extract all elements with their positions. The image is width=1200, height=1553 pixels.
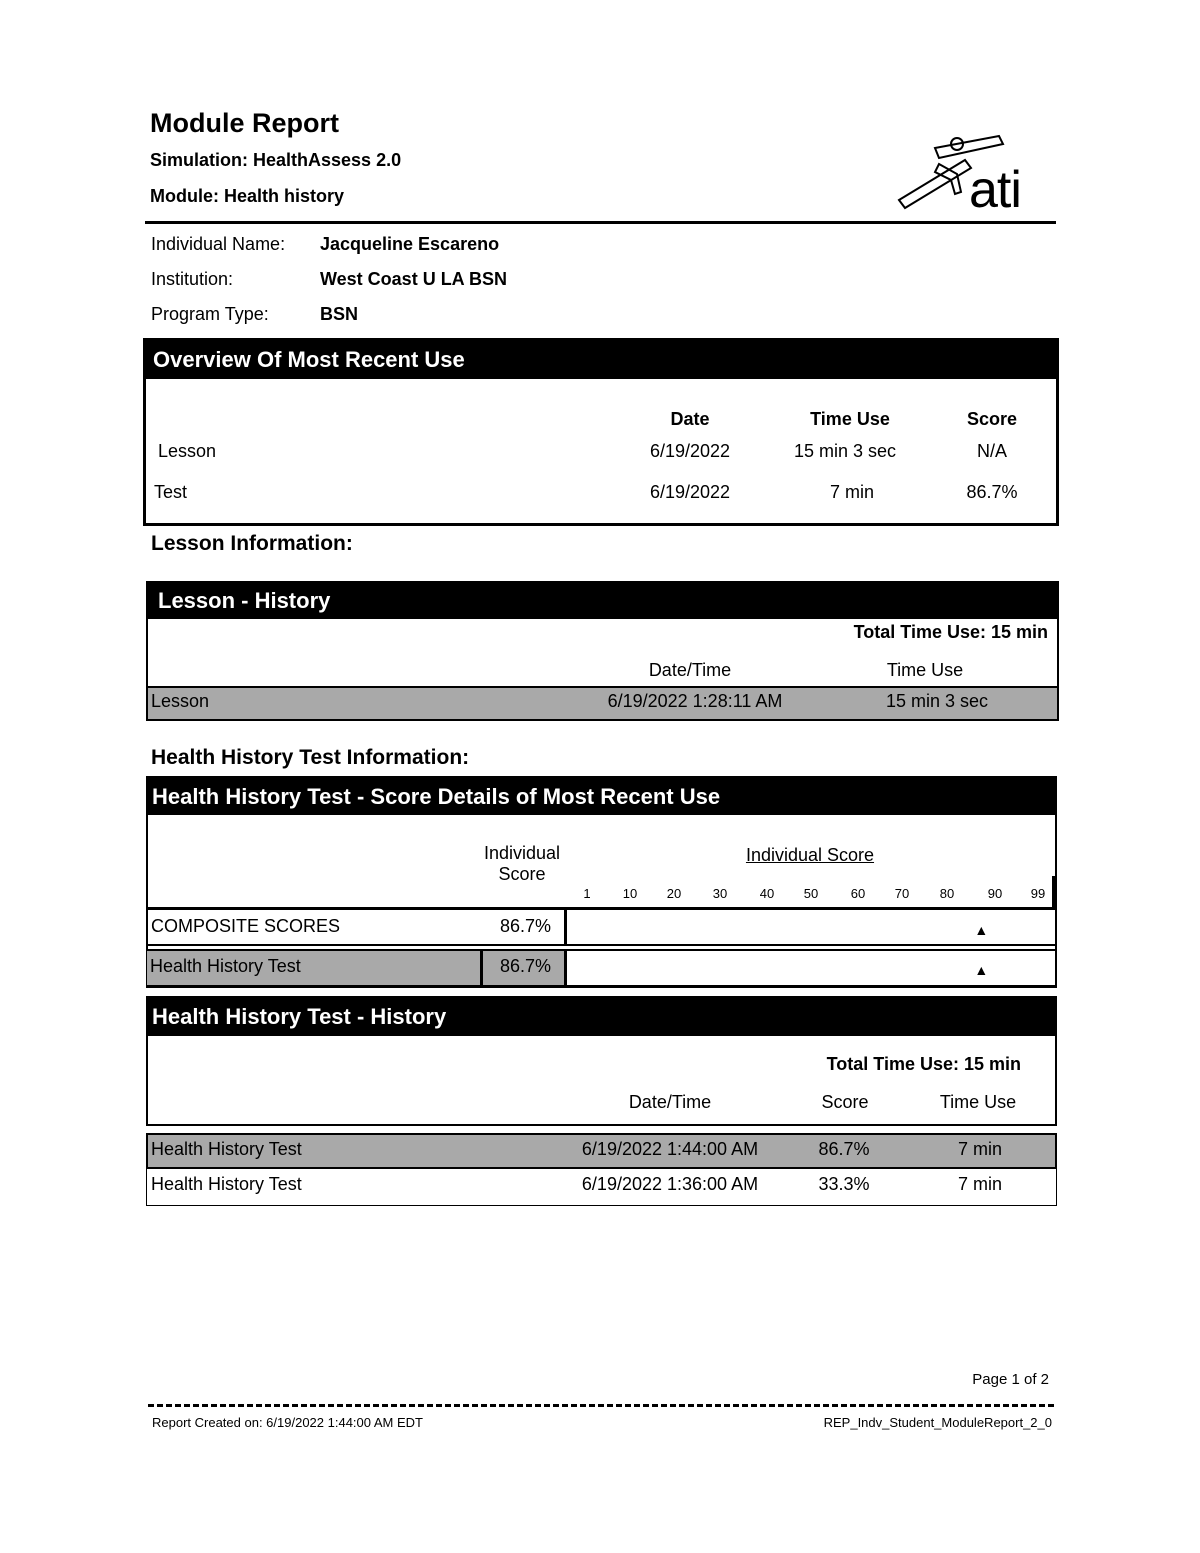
history-row-time: 7 min xyxy=(957,1174,1002,1194)
scale-tick: 90 xyxy=(987,886,1003,901)
lesson-row-name: Lesson xyxy=(151,691,210,711)
report-created: Report Created on: 6/19/2022 1:44:00 AM EDT xyxy=(152,1415,424,1430)
lesson-col-datetime: Date/Time xyxy=(648,660,732,680)
individual-score-col-line1: Individual xyxy=(483,843,561,863)
score-row-value: 86.7% xyxy=(499,956,551,976)
lesson-row-time: 15 min 3 sec xyxy=(885,691,989,711)
overview-row-name: Lesson xyxy=(158,441,217,461)
scale-tick: 70 xyxy=(894,886,910,901)
lesson-history-title: Lesson - History xyxy=(148,583,1057,619)
overview-col-score: Score xyxy=(966,409,1018,429)
history-row-name: Health History Test xyxy=(151,1139,302,1159)
divider xyxy=(564,909,567,946)
page-number: Page 1 of 2 xyxy=(972,1371,1049,1388)
name-label: Individual Name: xyxy=(151,234,286,254)
scale-tick: 20 xyxy=(666,886,682,901)
module-label: Module: Health history xyxy=(150,186,345,206)
divider xyxy=(146,944,1057,946)
score-marker-icon: ▲ xyxy=(974,922,989,938)
page-title: Module Report xyxy=(150,108,339,138)
lesson-total-time: Total Time Use: 15 min xyxy=(853,622,1048,642)
overview-row-time: 15 min 3 sec xyxy=(793,441,897,461)
overview-row-date: 6/19/2022 xyxy=(649,482,731,502)
scale-tick: 1 xyxy=(583,886,591,901)
history-row-time: 7 min xyxy=(957,1139,1002,1159)
footer-divider xyxy=(148,1404,1054,1407)
history-row-score: 86.7% xyxy=(818,1139,870,1159)
divider xyxy=(146,985,1057,988)
lesson-col-timeuse: Time Use xyxy=(886,660,964,680)
scale-tick: 60 xyxy=(850,886,866,901)
scale-tick: 50 xyxy=(803,886,819,901)
score-row-value: 86.7% xyxy=(499,916,551,936)
simulation-label: Simulation: HealthAssess 2.0 xyxy=(150,150,402,170)
divider xyxy=(146,907,1057,910)
test-info-heading: Health History Test Information: xyxy=(151,746,470,769)
header-divider xyxy=(145,221,1056,224)
report-id: REP_Indv_Student_ModuleReport_2_0 xyxy=(823,1415,1052,1430)
program-value: BSN xyxy=(320,304,359,324)
overview-row-score: N/A xyxy=(976,441,1007,461)
ati-logo xyxy=(895,130,1045,220)
institution-label: Institution: xyxy=(151,269,234,289)
lesson-info-heading: Lesson Information: xyxy=(151,532,353,555)
overview-row-date: 6/19/2022 xyxy=(649,441,731,461)
scale-tick: 10 xyxy=(622,886,638,901)
divider xyxy=(564,951,567,986)
scale-tick: 30 xyxy=(712,886,728,901)
scale-tick: 40 xyxy=(759,886,775,901)
scale-tick: 99 xyxy=(1030,886,1046,901)
history-row-name: Health History Test xyxy=(151,1174,302,1194)
test-col-timeuse: Time Use xyxy=(939,1092,1017,1112)
lesson-row-datetime: 6/19/2022 1:28:11 AM xyxy=(607,691,783,711)
scale-end-marker xyxy=(1052,876,1055,908)
test-history-title: Health History Test - History xyxy=(148,998,1055,1036)
overview-row-name: Test xyxy=(154,482,188,502)
score-row-name: Health History Test xyxy=(150,956,301,976)
history-row-datetime: 6/19/2022 1:44:00 AM xyxy=(581,1139,759,1159)
score-row-name: COMPOSITE SCORES xyxy=(151,916,341,936)
overview-row-time: 7 min xyxy=(829,482,874,502)
test-total-time: Total Time Use: 15 min xyxy=(826,1054,1021,1074)
overview-row-score: 86.7% xyxy=(966,482,1018,502)
overview-title: Overview Of Most Recent Use xyxy=(146,341,1056,379)
individual-score-col-line2: Score xyxy=(498,864,546,884)
scale-tick: 80 xyxy=(939,886,955,901)
overview-col-time: Time Use xyxy=(810,409,890,429)
overview-col-date: Date xyxy=(670,409,710,429)
history-row-score: 33.3% xyxy=(818,1174,870,1194)
scale-title: Individual Score xyxy=(745,845,875,865)
ati-logo-text: ati xyxy=(969,161,1021,219)
test-col-score: Score xyxy=(821,1092,869,1112)
institution-value: West Coast U LA BSN xyxy=(320,269,508,289)
name-value: Jacqueline Escareno xyxy=(320,234,500,254)
test-col-datetime: Date/Time xyxy=(628,1092,712,1112)
score-details-title: Health History Test - Score Details of Most Recent Use xyxy=(148,778,1055,815)
program-label: Program Type: xyxy=(151,304,269,324)
history-row-datetime: 6/19/2022 1:36:00 AM xyxy=(581,1174,759,1194)
score-marker-icon: ▲ xyxy=(974,962,989,978)
